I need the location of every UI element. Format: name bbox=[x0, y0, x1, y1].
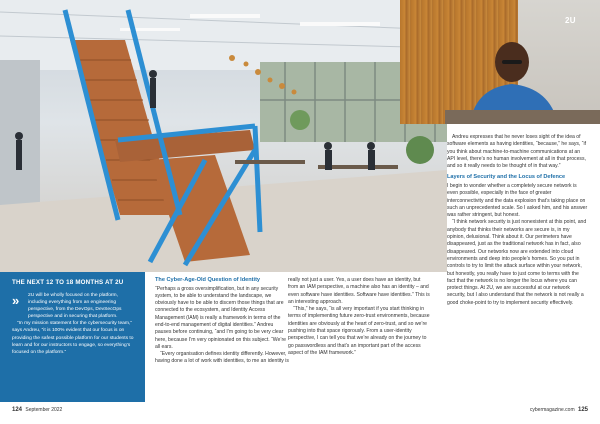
body-column-1 bbox=[155, 277, 289, 366]
office-staircase-photo bbox=[0, 0, 447, 272]
right-page-number: 125 bbox=[577, 407, 588, 413]
section-heading-identity: The Cyber-Age-Old Question of Identity bbox=[155, 277, 261, 283]
site-url: cybermagazine.com bbox=[529, 407, 575, 413]
issue-date: September 2022 bbox=[25, 407, 63, 413]
sidebar-panel bbox=[0, 272, 145, 402]
left-page-number: 124 bbox=[12, 407, 23, 413]
body-paragraph: “Perhaps a gross oversimplification, but in any security system, to be able to understand the landscape, we obviously have to be able to discern those things that are connected to the ecosystem, and Identity Access Management (IAM) is really a framework in terms of the end-to-end management of digital identities.” Andreu pauses before continuing, “and I’m going to be very clear here, because I’m very opinionated on this subject. “We’re all ears. bbox=[155, 285, 286, 350]
double-chevron-quote-icon: » bbox=[12, 293, 20, 308]
office-staircase-illustration bbox=[0, 0, 447, 272]
sidebar-paragraph: “In my mission statement for the cybersecurity team,” says Andreu, “it is 100% evident that our focus is on providing the safest possible platform for our students to learn and for our instructors to engage, so everything’s focused on the platform.” bbox=[12, 321, 134, 355]
magazine-tag: 2U bbox=[565, 16, 576, 25]
left-folio bbox=[12, 407, 62, 413]
body-paragraph: I begin to wonder whether a completely secure network is even possible, especially in the face of greater interconnectivity and the data explosion that’s taking place on such an unprecedented scale. So I asked him, and his answer was rather stringent, but honest. bbox=[447, 182, 588, 219]
body-paragraph: “This,” he says, “is all very important if you start thinking in terms of implementing future zero-trust environments, because identities are obviously at the heart of zero-trust, and so we’re pushing into that space rigorously. From a user-identity perspective, I can tell you that we’re already on the journey to go passwordless and that’s an important part of the access aspect of the IAM framework.” bbox=[288, 306, 430, 356]
body-paragraph: “I think network security is just nonexistent at this point, and anybody that thinks their networks are secure is, in my opinion, delusional. Think about it. Our perimeters have disappeared, just as the traditional network has in fact, also disappeared. Our networks now are extended into cloud environments and deep into people’s homes. So you put in controls to try to limit the attack surface within your network, but honestly, you really have to just come to terms with the fact that the network is no longer the locus where you can protect things. At 2U, we are successful at our network security, but I also understand that the network is not really a good choke-point to try to implement security effectively. bbox=[447, 219, 587, 306]
sidebar-heading: THE NEXT 12 TO 18 MONTHS AT 2U bbox=[12, 279, 124, 286]
body-paragraph: “Every organisation defines identity differently. However, having done a lot of work with identities, to me an identity is bbox=[155, 351, 289, 365]
body-column-3 bbox=[447, 134, 588, 307]
body-column-2 bbox=[288, 277, 432, 357]
body-paragraph: really not just a user. Yes, a user does have an identity, but from an IAM perspective, a machine also has an identity – and even software have identities. Software have identities.” This is an interesting approach. bbox=[288, 277, 430, 305]
sidebar-paragraph: 2U will be wholly focused on the platform, including everything from an engineering perspective, from the DevOps, DevSecOps perspective and in securing that platform. bbox=[28, 293, 122, 320]
body-paragraph: Andreu expresses that he never loses sight of the idea of software elements as having identities, “because,” he says, “if you think about machine-to-machine communications at an API level, there’s no human involvement at all in that process, and so it really needs to be thought of in that way.” bbox=[447, 134, 587, 170]
section-heading-layers: Layers of Security and the Locus of Defence bbox=[447, 174, 566, 181]
right-folio bbox=[530, 407, 588, 413]
